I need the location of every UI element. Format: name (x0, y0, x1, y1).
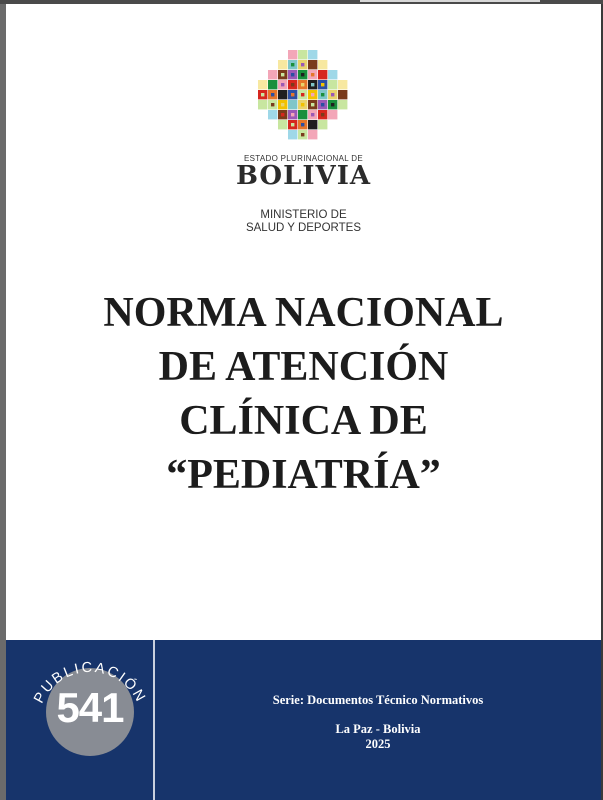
emblem-tile-detail (321, 83, 324, 86)
emblem-tile-detail (301, 113, 304, 116)
emblem-tile-detail (311, 83, 314, 86)
emblem-tile-detail (271, 83, 274, 86)
ministerio-line-1: MINISTERIO DE (260, 209, 347, 221)
emblem-tile (288, 50, 297, 59)
emblem-tile-detail (301, 63, 304, 66)
emblem-tile-detail (311, 73, 314, 76)
publicacion-label: PUBLICACIÓN (31, 659, 149, 707)
emblem-tile (308, 50, 317, 59)
ministerio-line-2: SALUD Y DEPORTES (245, 222, 362, 234)
title-line-3: CLÍNICA DE (179, 398, 428, 444)
document-page (6, 4, 601, 800)
emblem-tile-detail (281, 73, 284, 76)
emblem-tile (318, 120, 327, 129)
emblem-tile-detail (281, 103, 284, 106)
emblem-tile-detail (311, 93, 314, 96)
emblem-tile (338, 100, 347, 109)
emblem-tile (288, 130, 297, 139)
emblem-tile-detail (311, 63, 314, 66)
emblem-tile-detail (301, 123, 304, 126)
publication-number: 541 (56, 684, 124, 731)
emblem-tile-detail (301, 133, 304, 136)
emblem-tile-detail (291, 113, 294, 116)
emblem-tile-detail (271, 103, 274, 106)
emblem-tile (258, 100, 267, 109)
footer-band (6, 640, 601, 800)
place-date (155, 722, 601, 752)
emblem-tile-detail (321, 113, 324, 116)
title-line-4: “PEDIATRÍA” (166, 452, 441, 498)
emblem-tile-detail (321, 103, 324, 106)
emblem-tile-detail (311, 123, 314, 126)
emblem-tile-detail (291, 93, 294, 96)
document-title (6, 286, 601, 502)
emblem-tile-detail (331, 103, 334, 106)
ministerio-label (6, 209, 601, 235)
emblem-tile (278, 120, 287, 129)
emblem-tile-detail (321, 73, 324, 76)
emblem-tile-detail (291, 103, 294, 106)
emblem-tile (268, 110, 277, 119)
title-line-2: DE ATENCIÓN (158, 344, 449, 390)
emblem-tile-detail (331, 93, 334, 96)
emblem-tile (258, 80, 267, 89)
emblem-tile (268, 70, 277, 79)
year-text: 2025 (365, 737, 391, 751)
emblem-tile-detail (341, 93, 344, 96)
emblem-tile-detail (301, 73, 304, 76)
emblem-tile-detail (301, 83, 304, 86)
emblem-tile-detail (281, 93, 284, 96)
emblem-tile-detail (301, 103, 304, 106)
footer-divider (153, 640, 155, 800)
emblem-tile (278, 60, 287, 69)
emblem-tile-detail (281, 83, 284, 86)
bolivia-wordmark: BOLIVIA (235, 161, 372, 191)
emblem-tile-detail (291, 73, 294, 76)
emblem-tile-detail (281, 113, 284, 116)
viewer-tab-highlight (360, 0, 540, 2)
title-line-1: NORMA NACIONAL (103, 290, 504, 336)
emblem-tile (308, 130, 317, 139)
emblem-tile-detail (271, 93, 274, 96)
emblem-tile (328, 110, 337, 119)
emblem-tile-detail (301, 93, 304, 96)
emblem-tile-detail (291, 63, 294, 66)
emblem-tile-detail (291, 123, 294, 126)
emblem-tile-detail (331, 83, 334, 86)
estado-plurinacional-text: ESTADO PLURINACIONAL DE (244, 154, 363, 163)
emblem-tile-detail (321, 93, 324, 96)
place-text: La Paz - Bolivia (335, 722, 421, 736)
emblem-tile (328, 70, 337, 79)
emblem-tile (318, 60, 327, 69)
emblem-tile (338, 80, 347, 89)
emblem-tile-detail (311, 113, 314, 116)
emblem-tile-detail (301, 53, 304, 56)
emblem-tile-detail (291, 83, 294, 86)
bolivia-emblem-icon (256, 48, 350, 142)
emblem-tile-detail (311, 103, 314, 106)
emblem-tile-detail (261, 93, 264, 96)
serie-text: Serie: Documentos Técnico Normativos (272, 693, 484, 707)
